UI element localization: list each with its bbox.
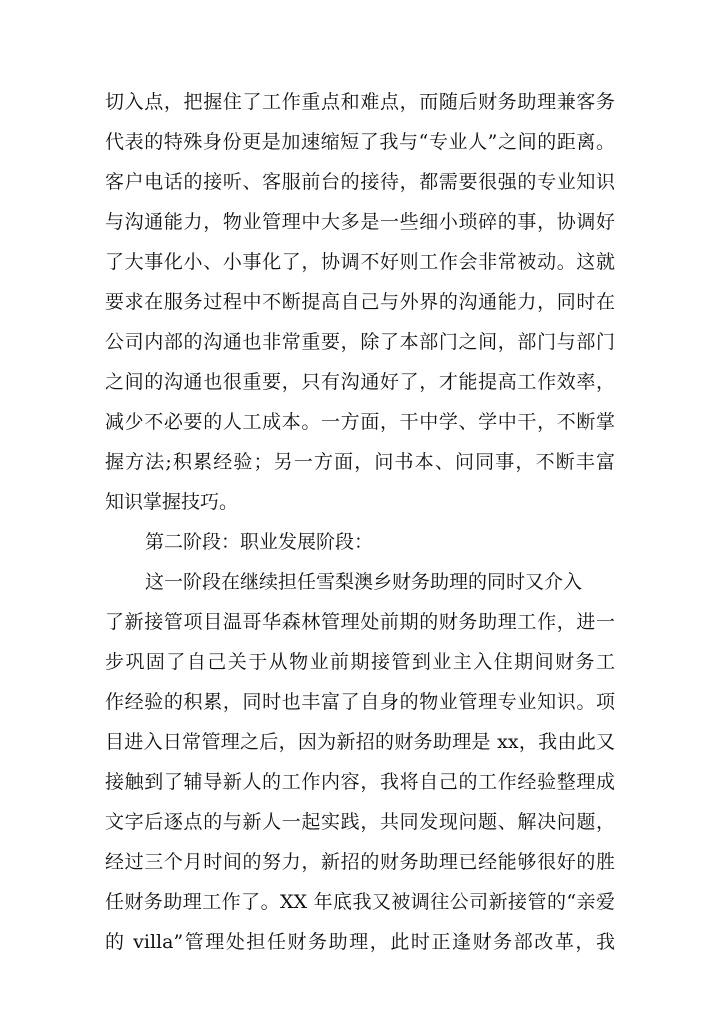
text-line: 了新接管项目温哥华森林管理处前期的财务助理工作，进一 <box>105 611 615 633</box>
text-line: 任财务助理工作了。XX 年底我又被调往公司新接管的“亲爱 <box>105 891 615 913</box>
text-line: 减少不必要的人工成本。一方面，干中学、学中干，不断掌 <box>105 411 615 433</box>
text-line: 文字后逐点的与新人一起实践，共同发现问题、解决问题， <box>105 811 615 833</box>
paragraph-first-line: 这一阶段在继续担任雪梨澳乡财务助理的同时又介入 <box>145 571 583 593</box>
text-line: 经过三个月时间的努力，新招的财务助理已经能够很好的胜 <box>105 851 615 873</box>
text-line: 要求在服务过程中不断提高自己与外界的沟通能力，同时在 <box>105 291 615 313</box>
section-heading: 第二阶段：职业发展阶段： <box>145 531 374 553</box>
text-line: 握方法;积累经验；另一方面，问书本、问同事，不断丰富 <box>105 451 615 473</box>
text-line: 知识掌握技巧。 <box>105 491 239 513</box>
text-line: 与沟通能力，物业管理中大多是一些细小琐碎的事，协调好 <box>105 211 615 233</box>
text-line: 了大事化小、小事化了，协调不好则工作会非常被动。这就 <box>105 251 615 273</box>
text-line: 的 villa”管理处担任财务助理，此时正逢财务部改革，我 <box>105 931 615 953</box>
text-line: 客户电话的接听、客服前台的接待，都需要很强的专业知识 <box>105 171 615 193</box>
text-line: 接触到了辅导新人的工作内容，我将自己的工作经验整理成 <box>105 771 615 793</box>
text-line: 目进入日常管理之后，因为新招的财务助理是 xx，我由此又 <box>105 731 615 753</box>
text-line: 代表的特殊身份更是加速缩短了我与“专业人”之间的距离。 <box>105 131 615 153</box>
text-line: 切入点，把握住了工作重点和难点，而随后财务助理兼客务 <box>105 91 615 113</box>
text-line: 公司内部的沟通也非常重要，除了本部门之间，部门与部门 <box>105 331 615 353</box>
text-line: 步巩固了自己关于从物业前期接管到业主入住期间财务工 <box>105 651 615 673</box>
text-line: 之间的沟通也很重要，只有沟通好了，才能提高工作效率， <box>105 371 615 393</box>
text-line: 作经验的积累，同时也丰富了自身的物业管理专业知识。项 <box>105 691 615 713</box>
